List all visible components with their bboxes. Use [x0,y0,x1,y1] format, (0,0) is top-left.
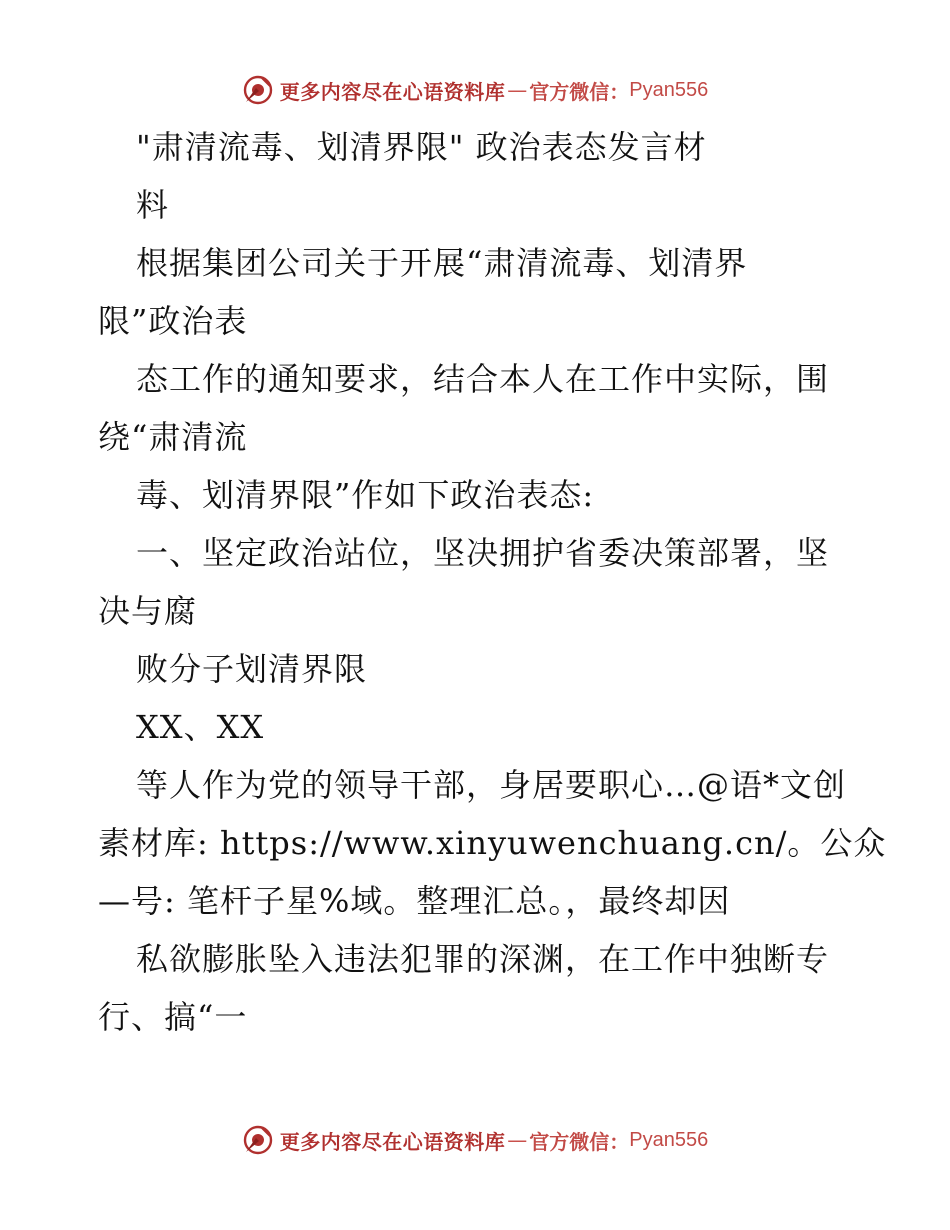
doc-paragraph-line: —号: 笔杆子星%域。整理汇总。，最终却因 [98,882,731,920]
quill-seal-logo-icon [242,1124,274,1156]
doc-section-heading-line: 一、坚定政治站位，坚决拥护省委决策部署，坚 [136,534,830,572]
doc-section-heading-line: 决与腐 [98,592,198,630]
doc-paragraph-line: 毒、划清界限”作如下政治表态: [136,476,595,514]
doc-paragraph-line: 败分子划清界限 [136,650,368,688]
doc-paragraph-line: 私欲膨胀坠入违法犯罪的深渊，在工作中独断专 [136,940,830,978]
watermark-label: 官方微信： [529,79,630,104]
doc-paragraph-line: 素材库: https://www.xinyuwenchuang.cn/。公众 [98,824,887,862]
doc-title-line-1: "肃清流毒、划清界限" 政治表态发言材 [136,128,707,166]
watermark-wechat-id: Pyan556 [629,1128,709,1151]
watermark-brand: 更多内容尽在心语资料库 [279,1129,506,1154]
doc-paragraph-line: 态工作的通知要求，结合本人在工作中实际，围 [136,360,830,398]
watermark-label: 官方微信： [529,1129,630,1154]
document-body [98,118,887,1046]
doc-paragraph-line: 行、搞“一 [98,998,248,1036]
watermark-wechat-id: Pyan556 [629,78,709,101]
watermark-separator: — [507,1128,528,1152]
footer-watermark [0,1120,950,1160]
doc-paragraph-line: 限”政治表 [98,302,248,340]
quill-seal-logo-icon [242,74,274,106]
watermark-brand: 更多内容尽在心语资料库 [279,79,506,104]
header-watermark [0,70,950,110]
doc-paragraph-line: 绕“肃清流 [98,418,248,456]
doc-title-line-2: 料 [136,186,170,224]
doc-paragraph-line: 根据集团公司关于开展“肃清流毒、划清界 [136,244,748,282]
watermark-separator: — [507,78,528,102]
doc-paragraph-line: 等人作为党的领导干部，身居要职心…@语*文创 [136,766,847,804]
doc-paragraph-line: XX、XX [136,708,265,746]
